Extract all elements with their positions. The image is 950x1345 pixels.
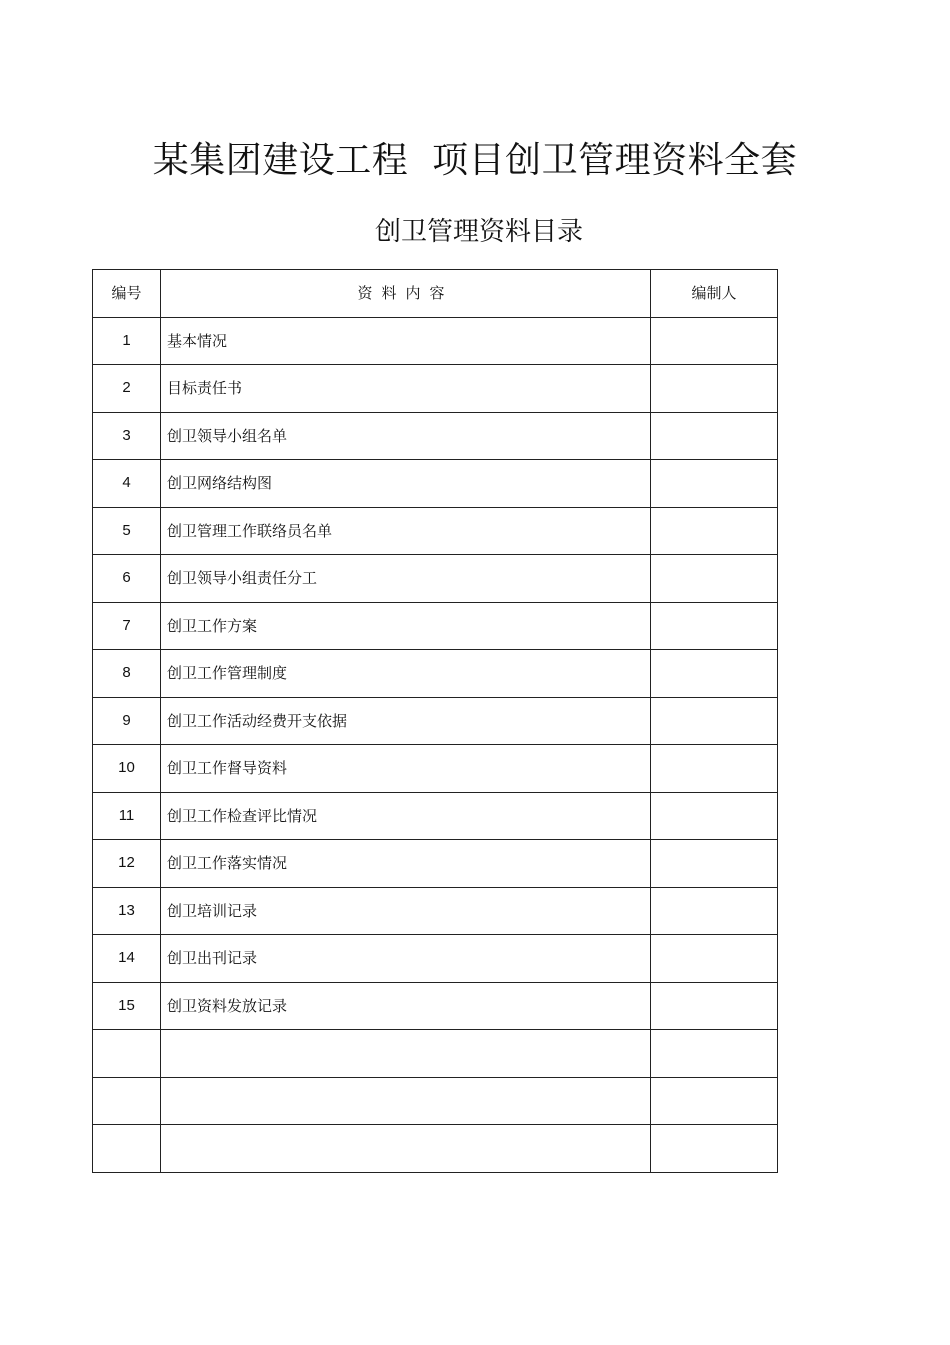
row-number-cell: 15 [93, 982, 161, 1030]
row-author-cell [651, 745, 778, 793]
table-row [93, 982, 778, 1030]
row-content-cell: 创卫管理工作联络员名单 [161, 507, 651, 555]
row-content-cell [161, 1125, 651, 1173]
row-author-cell [651, 697, 778, 745]
row-content-cell: 创卫工作督导资料 [161, 745, 651, 793]
row-number-cell: 6 [93, 555, 161, 603]
row-content-cell: 创卫工作管理制度 [161, 650, 651, 698]
row-number-cell: 3 [93, 412, 161, 460]
row-content-cell: 创卫工作活动经费开支依据 [161, 697, 651, 745]
row-content-cell: 基本情况 [161, 317, 651, 365]
table-row [93, 697, 778, 745]
row-number-cell: 10 [93, 745, 161, 793]
row-number-cell: 8 [93, 650, 161, 698]
row-content-cell: 创卫网络结构图 [161, 460, 651, 508]
row-content-cell: 创卫领导小组名单 [161, 412, 651, 460]
row-content-cell [161, 1030, 651, 1078]
table-row [93, 460, 778, 508]
row-content-cell: 创卫出刊记录 [161, 935, 651, 983]
row-number-cell [93, 1077, 161, 1125]
row-author-cell [651, 935, 778, 983]
table-row [93, 792, 778, 840]
row-author-cell [651, 460, 778, 508]
row-number-cell: 14 [93, 935, 161, 983]
row-author-cell [651, 412, 778, 460]
table-row [93, 840, 778, 888]
table-row [93, 935, 778, 983]
row-author-cell [651, 887, 778, 935]
table-row [93, 555, 778, 603]
table-row [93, 317, 778, 365]
table-row [93, 1077, 778, 1125]
row-author-cell [651, 317, 778, 365]
row-content-cell: 创卫资料发放记录 [161, 982, 651, 1030]
table-row [93, 507, 778, 555]
row-content-cell: 创卫工作方案 [161, 602, 651, 650]
row-number-cell: 2 [93, 365, 161, 413]
header-content: 资料内容 [161, 270, 651, 318]
row-number-cell: 1 [93, 317, 161, 365]
row-author-cell [651, 840, 778, 888]
row-author-cell [651, 1125, 778, 1173]
row-number-cell: 11 [93, 792, 161, 840]
row-number-cell [93, 1125, 161, 1173]
row-author-cell [651, 365, 778, 413]
document-subtitle: 创卫管理资料目录 [374, 217, 583, 247]
table-row [93, 365, 778, 413]
row-author-cell [651, 792, 778, 840]
table-row [93, 887, 778, 935]
row-author-cell [651, 982, 778, 1030]
table-row [93, 412, 778, 460]
row-author-cell [651, 507, 778, 555]
row-number-cell: 5 [93, 507, 161, 555]
row-author-cell [651, 602, 778, 650]
row-number-cell: 12 [93, 840, 161, 888]
row-content-cell: 创卫工作落实情况 [161, 840, 651, 888]
table-row [93, 602, 778, 650]
row-author-cell [651, 555, 778, 603]
row-author-cell [651, 1030, 778, 1078]
header-author: 编制人 [651, 270, 778, 318]
row-content-cell: 目标责任书 [161, 365, 651, 413]
table-row [93, 1030, 778, 1078]
row-number-cell: 4 [93, 460, 161, 508]
row-content-cell [161, 1077, 651, 1125]
row-author-cell [651, 650, 778, 698]
row-content-cell: 创卫培训记录 [161, 887, 651, 935]
document-title: 某集团建设工程 项目创卫管理资料全套 [152, 140, 798, 181]
header-number: 编号 [93, 270, 161, 318]
table-header-row [93, 270, 778, 318]
row-author-cell [651, 1077, 778, 1125]
row-number-cell [93, 1030, 161, 1078]
table-row [93, 745, 778, 793]
row-number-cell: 9 [93, 697, 161, 745]
table-row [93, 650, 778, 698]
catalog-table [92, 269, 778, 1173]
row-number-cell: 7 [93, 602, 161, 650]
row-content-cell: 创卫领导小组责任分工 [161, 555, 651, 603]
table-row [93, 1125, 778, 1173]
row-content-cell: 创卫工作检查评比情况 [161, 792, 651, 840]
row-number-cell: 13 [93, 887, 161, 935]
